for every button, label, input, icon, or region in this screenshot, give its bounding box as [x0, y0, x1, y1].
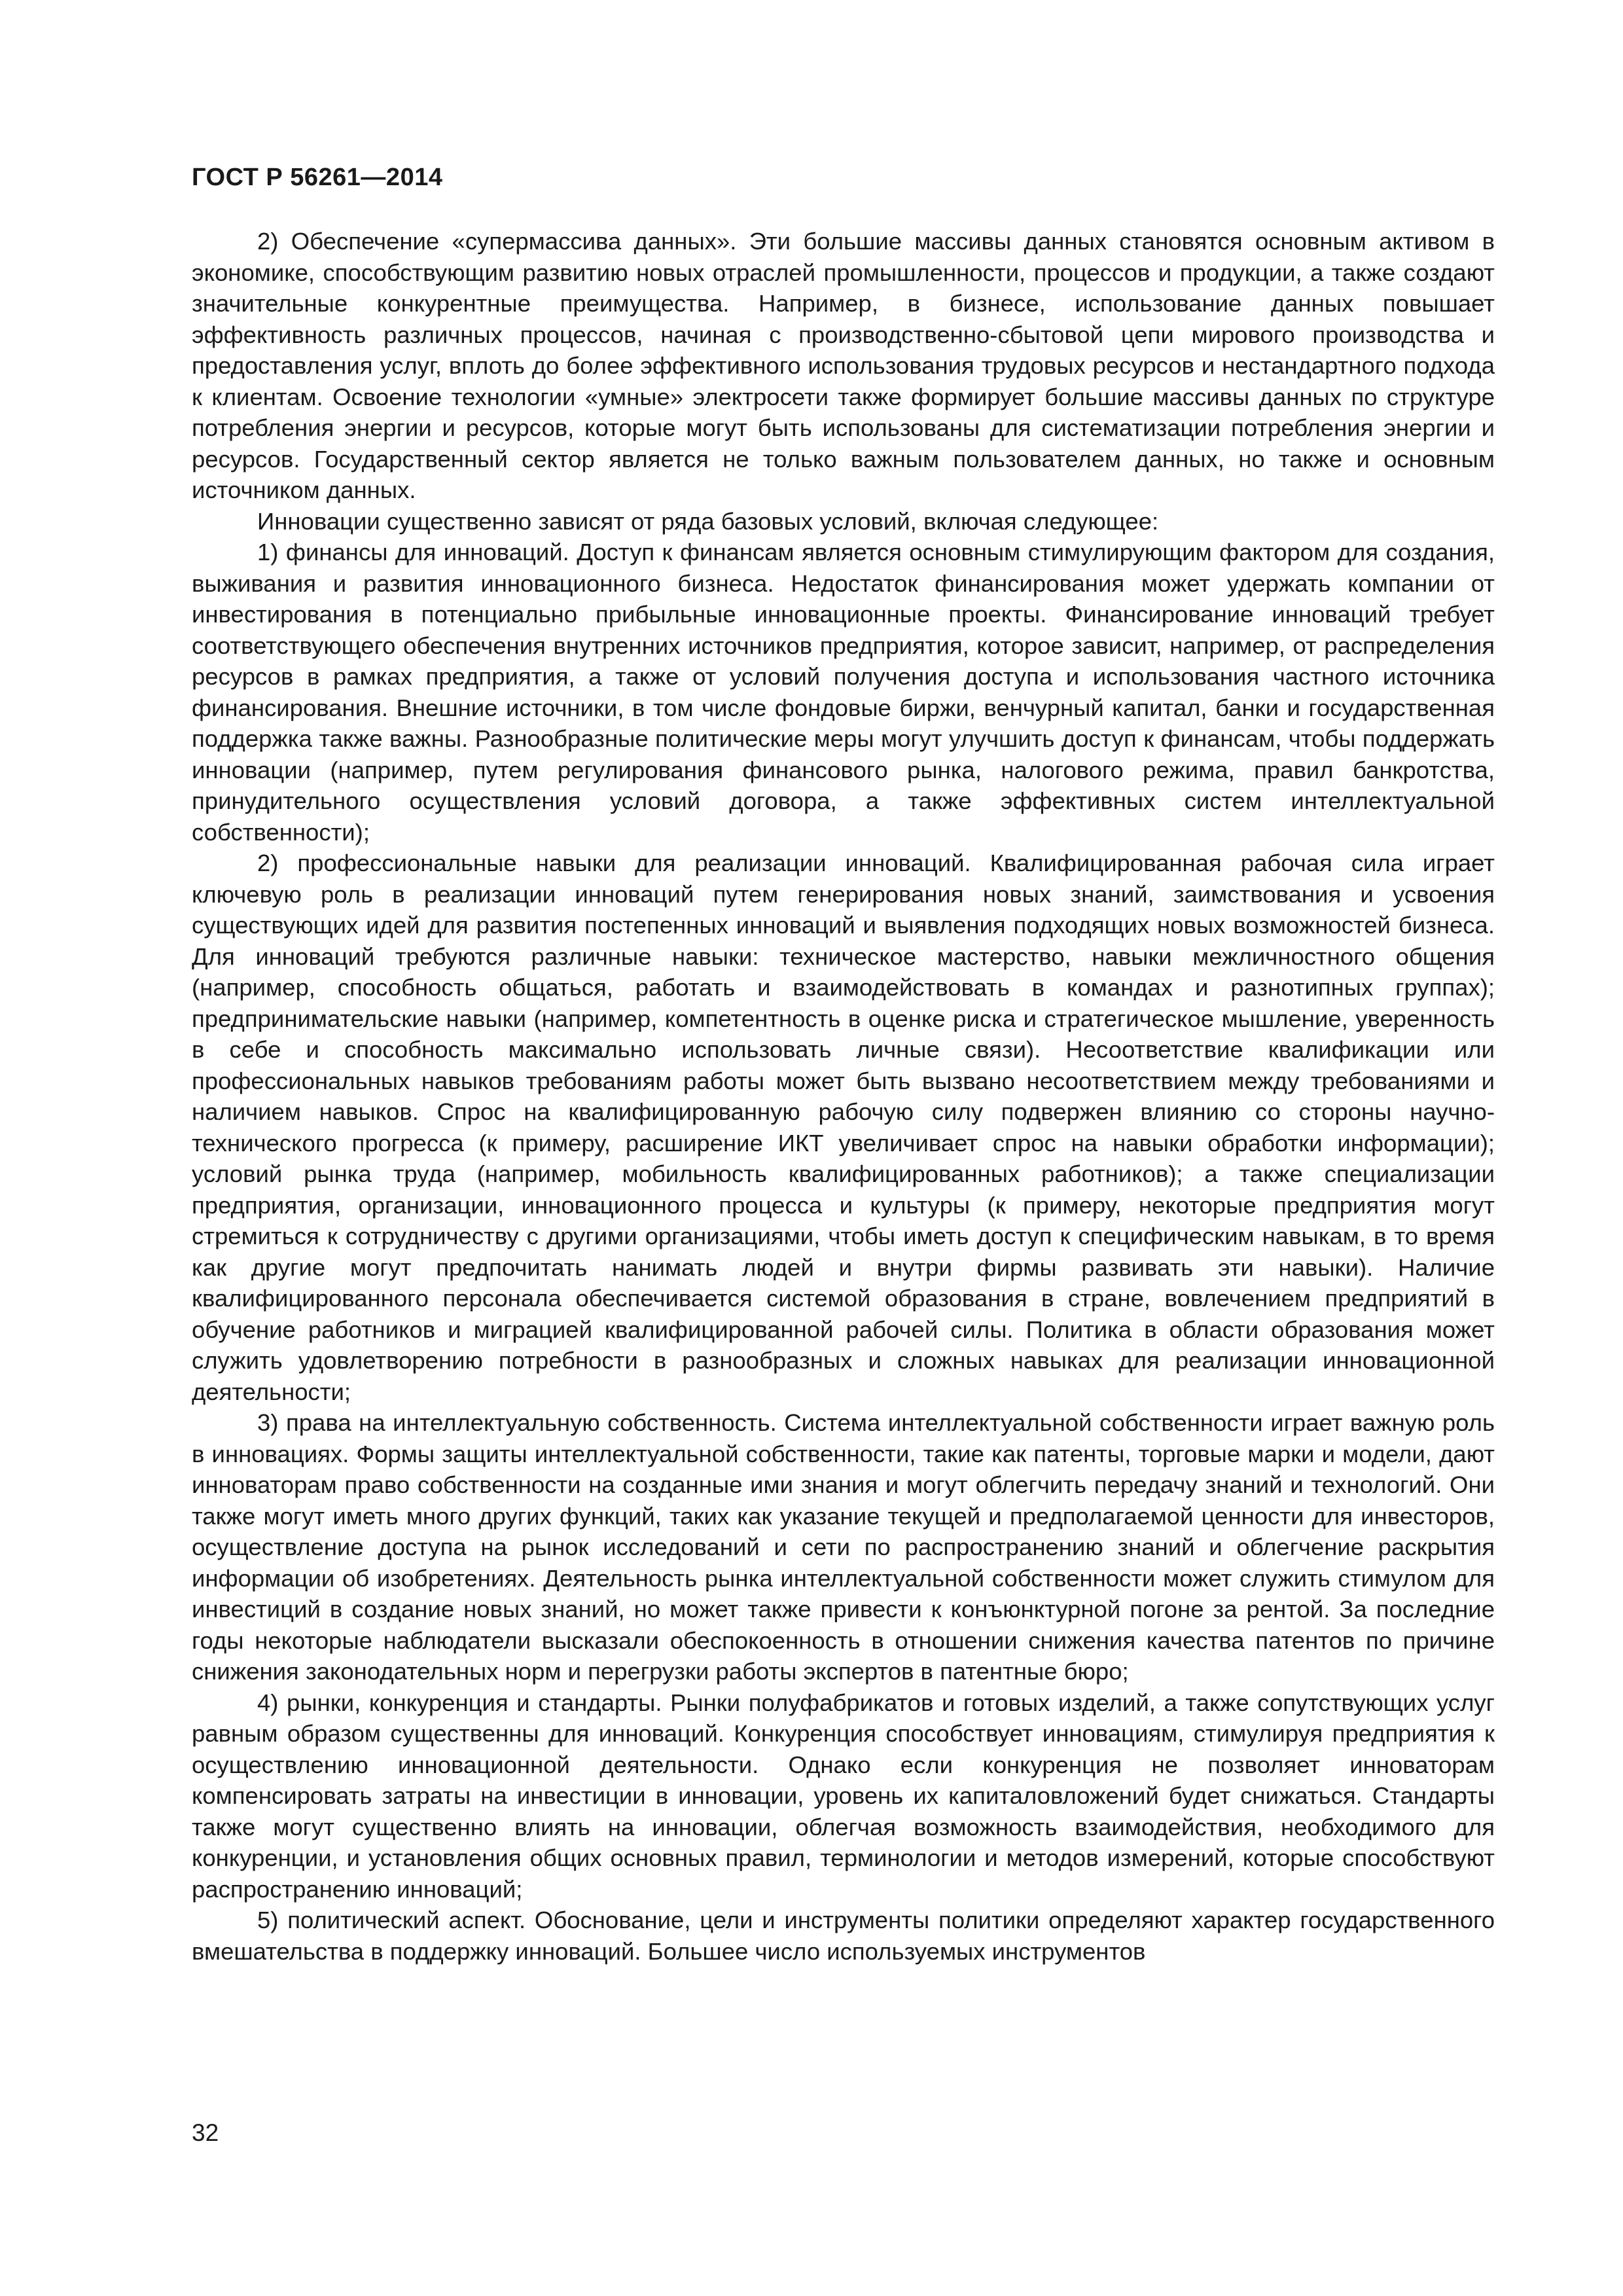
- paragraph-basic-conditions-intro: Инновации существенно зависят от ряда базовых условий, включая следующее:: [257, 507, 1159, 535]
- body-text: [192, 226, 1495, 1967]
- page-number: 32: [192, 2119, 219, 2146]
- paragraph-intellectual-property: 3) права на интеллектуальную собственность. Система интеллектуальной собственности играет важную роль в инновациях. Формы защиты интеллектуальной собственности, такие как патенты, торговые марки и модели, дают инноваторам право собственности на созданные ими знания и могут облегчить передачу знаний и технологий. Они также могут иметь много других функций, таких как указание текущей и предполагаемой ценности для инвесторов, осуществление доступа на рынок исследований и сети по распространению знаний и облегчение раскрытия информации об изобретениях. Деятельность рынка интеллектуальной собственности может служить стимулом для инвестиций в создание новых знаний, но может также привести к конъюнктурной погоне за рентой. За последние годы некоторые наблюдатели высказали обеспокоенность в отношении снижения качества патентов по причине снижения законодательных норм и перегрузки работы экспертов в патентные бюро;: [192, 1409, 1495, 1685]
- paragraph-professional-skills: 2) профессиональные навыки для реализации инноваций. Квалифицированная рабочая сила играет ключевую роль в реализации инноваций путем генерирования новых знаний, заимствования и усвоения существующих идей для развития постепенных инноваций и выявления подходящих новых возможностей бизнеса. Для инноваций требуются различные навыки: техническое мастерство, навыки межличностного общения (например, способность общаться, работать и взаимодействовать в командах и разнотипных группах); предпринимательские навыки (например, компетентность в оценке риска и стратегическое мышление, уверенность в себе и способность максимально использовать личные связи). Несоответствие квалификации или профессиональных навыков требованиям работы может быть вызвано несоответствием между требованиями и наличием навыков. Спрос на квалифицированную рабочую силу подвержен влиянию со стороны научно-технического прогресса (к примеру, расширение ИКТ увеличивает спрос на навыки обработки информации); условий рынка труда (например, мобильность квалифицированных работников); а также специализации предприятия, организации, инновационного процесса и культуры (к примеру, некоторые предприятия могут стремиться к сотрудничеству с другими организациями, чтобы иметь доступ к специфическим навыкам, в то время как другие могут предпочитать нанимать людей и внутри фирмы развивать эти навыки). Наличие квалифицированного персонала обеспечивается системой образования в стране, вовлечением предприятий в обучение работников и миграцией квалифицированной рабочей силы. Политика в области образования может служить удовлетворению потребности в разнообразных и сложных навыках для реализации инновационной деятельности;: [192, 850, 1495, 1405]
- paragraph-finance-for-innovation: 1) финансы для инноваций. Доступ к финансам является основным стимулирующим фактором для создания, выживания и развития инновационного бизнеса. Недостаток финансирования может удержать компании от инвестирования в потенциально прибыльные инновационные проекты. Финансирование инноваций требует соответствующего обеспечения внутренних источников предприятия, которое зависит, например, от распределения ресурсов в рамках предприятия, а также от условий получения доступа и использования частного источника финансирования. Внешние источники, в том числе фондовые биржи, венчурный капитал, банки и государственная поддержка также важны. Разнообразные политические меры могут улучшить доступ к финансам, чтобы поддержать инновации (например, путем регулирования финансового рынка, налогового режима, правил банкротства, принудительного осуществления условий договора, а также эффективных систем интеллектуальной собственности);: [192, 539, 1495, 846]
- paragraph-data-supermassive: 2) Обеспечение «супермассива данных». Эти большие массивы данных становятся основным активом в экономике, способствующим развитию новых отраслей промышленности, процессов и продукции, а также создают значительные конкурентные преимущества. Например, в бизнесе, использование данных повышает эффективность различных процессов, начиная с производственно-сбытовой цепи мирового производства и предоставления услуг, вплоть до более эффективного использования трудовых ресурсов и нестандартного подхода к клиентам. Освоение технологии «умные» электросети также формирует большие массивы данных по структуре потребления энергии и ресурсов, которые могут быть использованы для систематизации потребления энергии и ресурсов. Государственный сектор является не только важным пользователем данных, но также и основным источником данных.: [192, 228, 1495, 503]
- paragraph-policy-aspect: 5) политический аспект. Обоснование, цели и инструменты политики определяют характер государственного вмешательства в поддержку инноваций. Большее число используемых инструментов: [192, 1907, 1495, 1965]
- standard-header: ГОСТ Р 56261—2014: [192, 164, 443, 191]
- paragraph-markets-competition-standards: 4) рынки, конкуренция и стандарты. Рынки полуфабрикатов и готовых изделий, а также сопутствующих услуг равным образом существенны для инноваций. Конкуренция способствует инновациям, стимулируя предприятия к осуществлению инновационной деятельности. Однако если конкуренция не позволяет инноваторам компенсировать затраты на инвестиции в инновации, уровень их капиталовложений будет снижаться. Стандарты также могут существенно влиять на инновации, облегчая возможность взаимодействия, необходимого для конкуренции, и установления общих основных правил, терминологии и методов измерений, которые способствуют распространению инноваций;: [192, 1689, 1495, 1903]
